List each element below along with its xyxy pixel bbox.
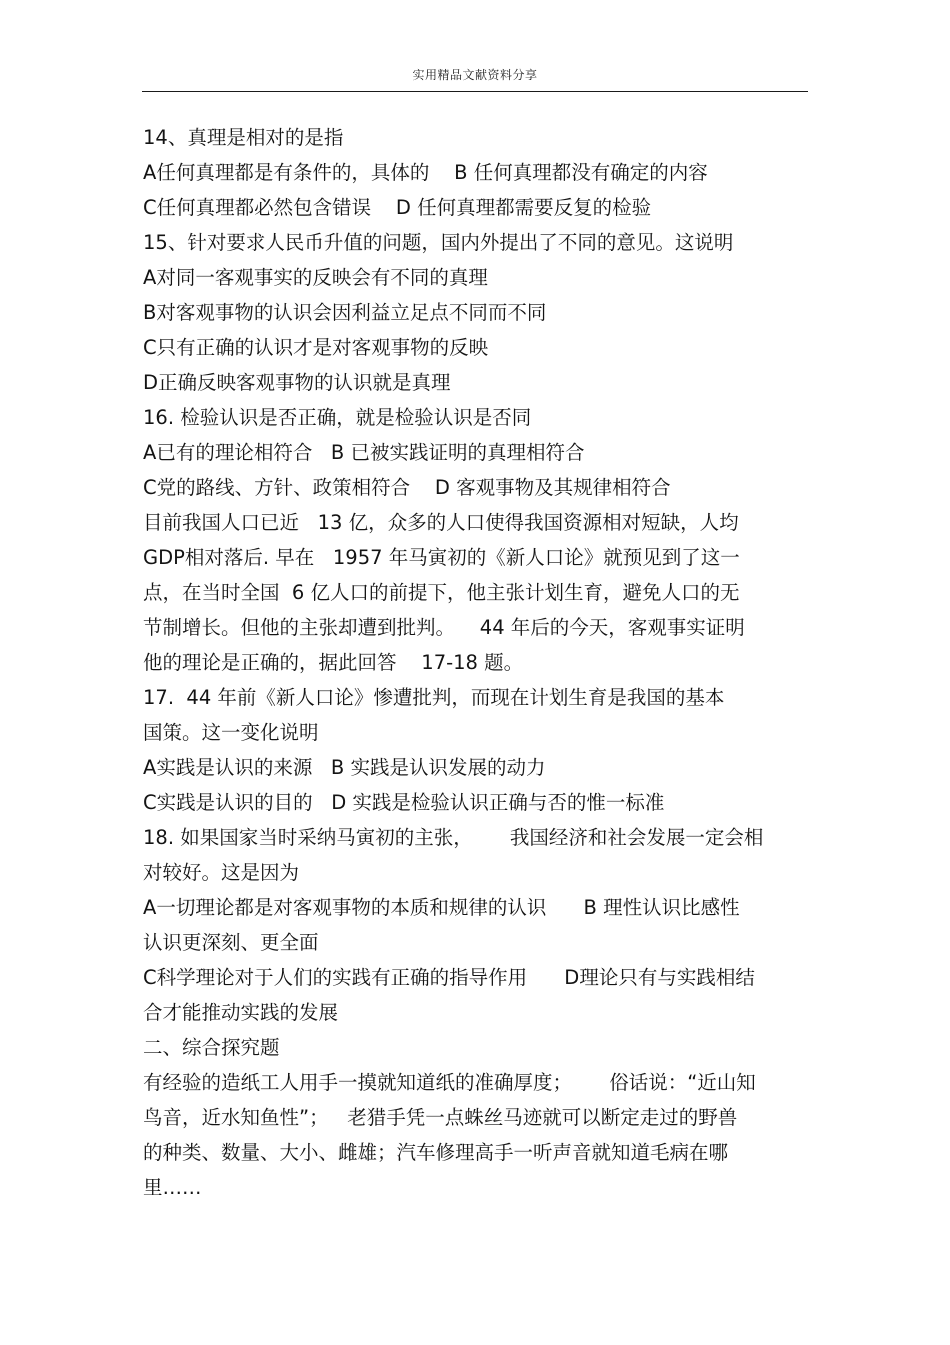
question-18-stem: 18. 如果国家当时采纳马寅初的主张， 我国经济和社会发展一定会相 [143, 826, 764, 849]
question-16-stem: 16. 检验认识是否正确，就是检验认识是否同 [143, 406, 532, 429]
passage-line: 目前我国人口已近 13 亿，众多的人口使得我国资源相对短缺，人均 [143, 511, 739, 534]
question-16-options-cd: C党的路线、方针、政策相符合 D 客观事物及其规律相符合 [143, 476, 671, 499]
passage-line: 他的理论是正确的，据此回答 17-18 题。 [143, 651, 524, 674]
question-14-options-ab: A任何真理都是有条件的，具体的 B 任何真理都没有确定的内容 [143, 161, 708, 184]
passage-line: GDP相对落后. 早在 1957 年马寅初的《新人口论》就预见到了这一 [143, 546, 740, 569]
question-15-option-a: A对同一客观事实的反映会有不同的真理 [143, 266, 488, 289]
question-18-options-ab: A一切理论都是对客观事物的本质和规律的认识 B 理性认识比感性 [143, 896, 740, 919]
passage-line: 点，在当时全国 6 亿人口的前提下，他主张计划生育，避免人口的无 [143, 581, 740, 604]
passage-line: 节制增长。但他的主张却遭到批判。 44 年后的今天，客观事实证明 [143, 616, 745, 639]
question-15-option-c: C只有正确的认识才是对客观事物的反映 [143, 336, 489, 359]
question-15-option-d: D正确反映客观事物的认识就是真理 [143, 371, 451, 394]
question-16-options-ab: A已有的理论相符合 B 已被实践证明的真理相符合 [143, 441, 585, 464]
question-15-option-b: B对客观事物的认识会因利益立足点不同而不同 [143, 301, 547, 324]
question-18-stem-cont: 对较好。这是因为 [143, 861, 300, 884]
exploration-passage-line: 里…… [143, 1176, 202, 1199]
question-17-stem: 17. 44 年前《新人口论》惨遭批判，而现在计划生育是我国的基本 [143, 686, 725, 709]
exploration-passage-line: 的种类、数量、大小、雌雄；汽车修理高手一听声音就知道毛病在哪 [143, 1141, 729, 1164]
document-body [143, 120, 808, 1205]
question-15-stem: 15、针对要求人民币升值的问题，国内外提出了不同的意见。这说明 [143, 231, 734, 254]
question-14-options-cd: C任何真理都必然包含错误 D 任何真理都需要反复的检验 [143, 196, 652, 219]
section-heading: 二、综合探究题 [143, 1036, 280, 1059]
page-header: 实用精品文献资料分享 [412, 68, 538, 82]
question-14-stem: 14、真理是相对的是指 [143, 126, 344, 149]
question-17-stem-cont: 国策。这一变化说明 [143, 721, 319, 744]
question-18-options-ab-cont: 认识更深刻、更全面 [143, 931, 319, 954]
question-17-options-ab: A实践是认识的来源 B 实践是认识发展的动力 [143, 756, 546, 779]
header-rule [142, 91, 808, 92]
question-18-options-cd: C科学理论对于人们的实践有正确的指导作用 D理论只有与实践相结 [143, 966, 755, 989]
exploration-passage-line: 鸟音，近水知鱼性”； 老猎手凭一点蛛丝马迹就可以断定走过的野兽 [143, 1106, 738, 1129]
exploration-passage-line: 有经验的造纸工人用手一摸就知道纸的准确厚度； 俗话说：“近山知 [143, 1071, 756, 1094]
question-17-options-cd: C实践是认识的目的 D 实践是检验认识正确与否的惟一标准 [143, 791, 665, 814]
question-18-options-cd-cont: 合才能推动实践的发展 [143, 1001, 339, 1024]
